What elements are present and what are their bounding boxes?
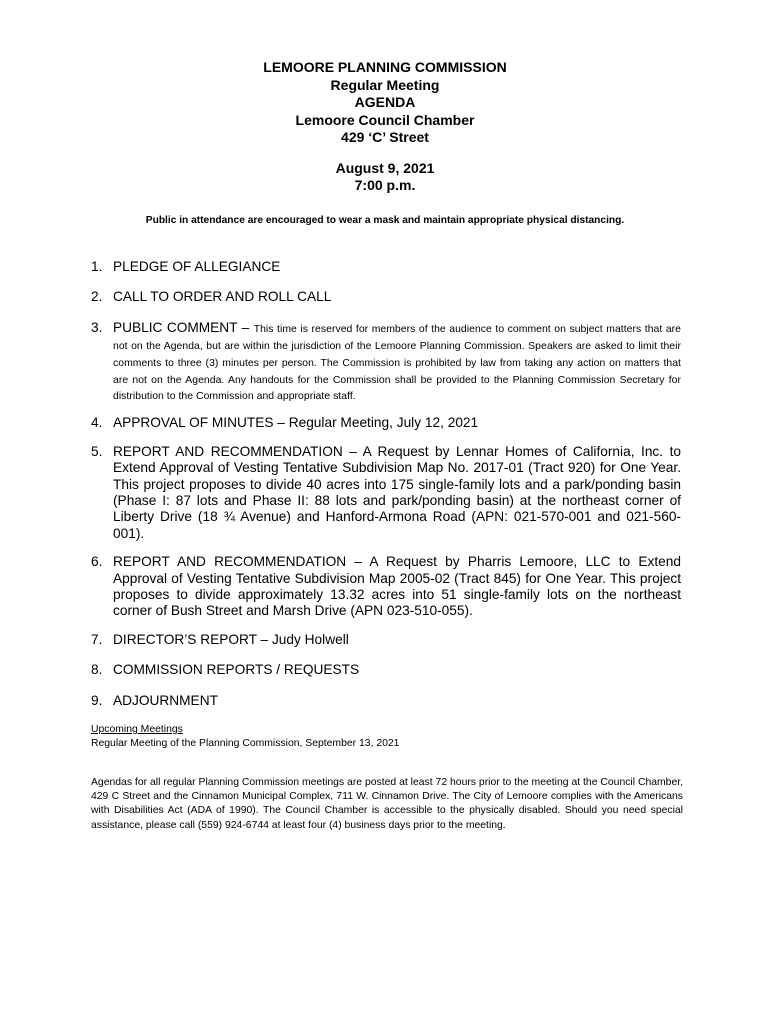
agenda-item-number: 4. bbox=[91, 415, 103, 431]
agenda-item-text: REPORT AND RECOMMENDATION – A Request by Lennar Homes of California, Inc. to Extend Approval of Vesting Tentative Subdivision Map No. 2017-01 (Tract 920) for One Year. This project proposes to divide 40 acres into 175 single-family lots and a park/ponding basin (Phase I: 87 lots and Phase II: 88 lots and park/ponding basin) at the northeast corner of Liberty Drive (18 ¾ Avenue) and Hanford-Armona Road (APN: 021-570-001 and 021-560-001). bbox=[113, 443, 681, 541]
meeting-date: August 9, 2021 bbox=[335, 159, 435, 176]
agenda-item-heading: PUBLIC COMMENT – bbox=[113, 319, 254, 335]
agenda-item-text: APPROVAL OF MINUTES – Regular Meeting, July 12, 2021 bbox=[113, 415, 479, 431]
upcoming-meetings-heading: Upcoming Meetings bbox=[91, 724, 183, 735]
agenda-item-number: 7. bbox=[91, 631, 103, 647]
agenda-item-text: DIRECTOR’S REPORT – Judy Holwell bbox=[113, 631, 349, 647]
agenda-item-text: ADJOURNMENT bbox=[113, 692, 218, 708]
upcoming-meetings-text: Regular Meeting of the Planning Commission, September 13, 2021 bbox=[91, 738, 400, 749]
agenda-item bbox=[91, 554, 681, 620]
attendance-notice: Public in attendance are encouraged to wear a mask and maintain appropriate physical distancing. bbox=[145, 215, 625, 226]
agenda-list bbox=[91, 259, 681, 709]
agenda-item-number: 3. bbox=[91, 319, 103, 335]
agenda-item-number: 9. bbox=[91, 692, 103, 708]
agenda-item bbox=[91, 693, 681, 709]
agenda-item-text: PLEDGE OF ALLEGIANCE bbox=[113, 259, 281, 274]
document-header bbox=[0, 59, 770, 195]
agenda-item bbox=[91, 320, 681, 405]
agenda-item-text: This time is reserved for members of the audience to comment on subject matters that are not on the Agenda, but are within the jurisdiction of the Lemoore Planning Commission. Speakers are asked to limit their comments to three (3) minutes per person. The Commission is prohibited by law from taking any action on matters that are not on the Agenda. Any handouts for the Commission shall be provided to the Planning Commission Secretary for distribution to the Commission and appropriate staff. bbox=[113, 323, 681, 403]
meeting-address: 429 ‘C’ Street bbox=[341, 129, 429, 145]
agenda-item-text: CALL TO ORDER AND ROLL CALL bbox=[113, 289, 332, 305]
posting-notice: Agendas for all regular Planning Commission meetings are posted at least 72 hours prior to the meeting at the Council Chamber, 429 C Street and the Cinnamon Municipal Complex, 711 W. Cinnamon Drive. The City of Lemoore complies with the Americans with Disabilities Act (ADA of 1990). The Council Chamber is accessible to the physically disabled. Should you need special assistance, please call (559) 924-6744 at least four (4) business days prior to the meeting. bbox=[91, 777, 683, 831]
agenda-item-text: COMMISSION REPORTS / REQUESTS bbox=[113, 662, 360, 678]
agenda-item-number: 6. bbox=[91, 554, 103, 570]
agenda-item bbox=[91, 415, 681, 431]
meeting-time: 7:00 p.m. bbox=[354, 177, 416, 193]
agenda-item bbox=[91, 632, 681, 648]
agenda-item-number: 5. bbox=[91, 443, 103, 459]
agenda-item-number: 1. bbox=[91, 259, 103, 274]
agenda-item-text: REPORT AND RECOMMENDATION – A Request by Pharris Lemoore, LLC to Extend Approval of Vesting Tentative Subdivision Map 2005-02 (Tract 845) for One Year. This project proposes to divide approximately 13.32 acres into 51 single-family lots on the northeast corner of Bush Street and Marsh Drive (APN 023-510-055). bbox=[113, 554, 681, 619]
meeting-type: Regular Meeting bbox=[330, 76, 440, 93]
agenda-item bbox=[91, 259, 681, 275]
agenda-item-number: 2. bbox=[91, 289, 103, 305]
document-title: AGENDA bbox=[354, 94, 416, 110]
commission-title: LEMOORE PLANNING COMMISSION bbox=[263, 59, 507, 75]
upcoming-meetings bbox=[91, 723, 681, 751]
agenda-item bbox=[91, 662, 681, 678]
agenda-item bbox=[91, 289, 681, 305]
agenda-item bbox=[91, 444, 681, 542]
agenda-item-number: 8. bbox=[91, 662, 103, 678]
meeting-location: Lemoore Council Chamber bbox=[295, 111, 475, 128]
header-spacer bbox=[0, 147, 770, 160]
